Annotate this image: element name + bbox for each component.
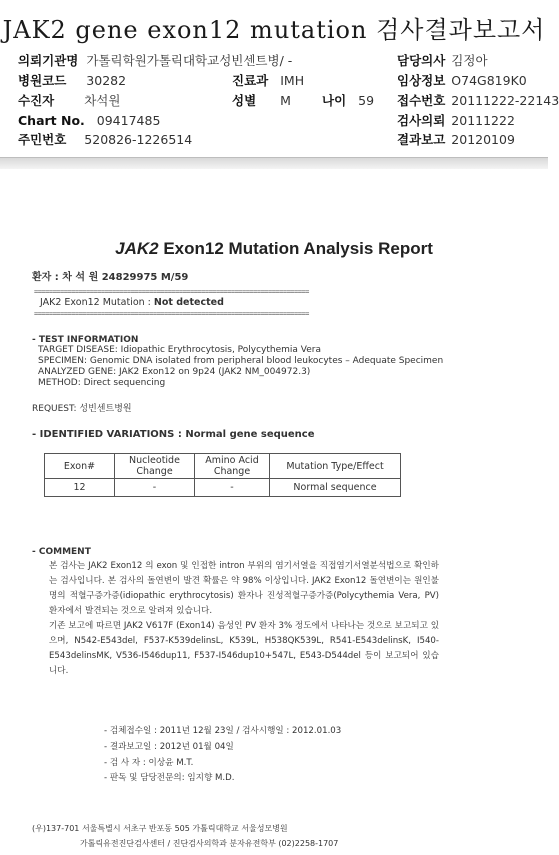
resident-row <box>18 131 192 148</box>
table-cell: Normal sequence <box>270 479 401 497</box>
reader-line: - 판독 및 담당전문의: 임지향 M.D. <box>104 773 235 783</box>
institution-label: 의뢰기관명 <box>18 53 79 68</box>
report-title-text: Exon12 Mutation Analysis Report <box>158 239 433 258</box>
dept-value: IMH <box>280 73 305 88</box>
center-line: 가톨릭유전진단검사센터 / 진단검사의학과 분자유전학부 (02)2258-1707 <box>80 839 339 848</box>
chart-value: 09417485 <box>96 113 161 128</box>
hospital-code-value: 30282 <box>86 73 127 88</box>
request-date-label: 검사의뢰 <box>397 113 446 128</box>
sex-label: 성별 <box>232 93 257 108</box>
request-date-value: 20111222 <box>451 113 515 128</box>
table-cell: - <box>115 479 195 497</box>
report-date-label: 결과보고 <box>397 132 446 147</box>
report-date-line: - 결과보고일 : 2012년 01월 04일 <box>104 742 234 752</box>
patient-line: 환자 : 차 석 원 24829975 M/59 <box>32 272 189 283</box>
table-cell: 12 <box>45 479 115 497</box>
table-row <box>45 479 401 497</box>
age-label: 나이 <box>322 93 347 108</box>
page-title: JAK2 gene exon12 mutation 검사결과보고서 <box>2 16 546 44</box>
sex-row <box>232 92 291 109</box>
hospital-code-row <box>18 72 126 89</box>
dept-row <box>232 72 304 89</box>
sex-value: M <box>280 93 291 108</box>
receipt-row <box>397 92 559 109</box>
comment-paragraph: 본 검사는 JAK2 Exon12 의 exon 및 인접한 intron 부위의 염기서열을 직접염기서열분석법으로 확인하는 검사입니다. 본 검사의 돌연변이 발견 확률은 약 98% 이상입니다. JAK2 Exon12 돌연변이는 원인불명의 적혈구증가증(idiopathic erythrocytosis) 환자나 진성적혈구증가증(Polycythemia Vera, PV) 환자에서 발견되는 것으로 알려져 있습니다. <box>49 561 439 616</box>
age-value: 59 <box>358 93 375 108</box>
clinical-row <box>397 72 527 89</box>
target-disease: TARGET DISEASE: Idiopathic Erythrocytosis, Polycythemia Vera <box>38 345 322 355</box>
hospital-code-label: 병원코드 <box>18 73 67 88</box>
request-date-row <box>397 112 515 129</box>
chart-label: Chart No. <box>18 113 85 128</box>
specimen: SPECIMEN: Genomic DNA isolated from peripheral blood leukocytes – Adequate Specimen <box>38 356 444 366</box>
result-line <box>40 297 224 309</box>
clinical-label: 임상정보 <box>397 73 446 88</box>
analysis-report <box>0 169 548 855</box>
table-header: Mutation Type/Effect <box>270 454 401 479</box>
result-value: Not detected <box>153 297 224 308</box>
age-row <box>322 92 374 109</box>
institution-value: 가톨릭학원가톨릭대학교성빈센트병/ - <box>86 53 293 68</box>
method: METHOD: Direct sequencing <box>38 378 166 388</box>
receipt-label: 접수번호 <box>397 93 446 108</box>
report-title-gene: JAK2 <box>115 239 159 258</box>
clinical-value: O74G819K0 <box>451 73 527 88</box>
variations-table <box>44 453 401 497</box>
table-cell: - <box>195 479 270 497</box>
table-header: Exon# <box>45 454 115 479</box>
receipt-value: 20111222-22143 <box>451 93 559 108</box>
chart-row <box>18 112 160 129</box>
comment-heading: - COMMENT <box>32 547 91 557</box>
patient-value: 차석원 <box>84 93 121 108</box>
resident-value: 520826-1226514 <box>84 132 193 147</box>
institution-row <box>18 52 292 69</box>
doctor-label: 담당의사 <box>397 53 446 68</box>
patient-label: 수진자 <box>18 93 55 108</box>
address-line: (우)137-701 서울특별시 서초구 반포동 505 가톨릭대학교 서울성모병원 <box>32 824 288 833</box>
doctor-row <box>397 52 488 69</box>
patient-row <box>18 92 120 109</box>
result-label: JAK2 Exon12 Mutation : <box>40 297 154 308</box>
analyzed-gene: ANALYZED GENE: JAK2 Exon12 on 9p24 (JAK2 NM_004972.3) <box>38 367 311 377</box>
table-header: Amino Acid Change <box>195 454 270 479</box>
receipt-date-line: - 검체접수일 : 2011년 12월 23일 / 검사시행일 : 2012.01.03 <box>104 726 342 736</box>
comment-body <box>49 559 439 679</box>
table-header-row <box>45 454 401 479</box>
tester-line: - 검 사 자 : 이상윤 M.T. <box>104 758 194 768</box>
resident-label: 주민번호 <box>18 132 67 147</box>
comment-paragraph: 기존 보고에 따르면 JAK2 V617F (Exon14) 음성인 PV 환자 3% 정도에서 나타나는 것으로 보고되고 있으며, N542-E543del, F537-K539delinsL, K539L, H538QK539L, R541-E543delinsK, I540-E543delinsMK, V536-I546dup11, F537-I546dup10+547L, E543-D544del 등이 보고되어 있습니다. <box>49 621 439 676</box>
report-date-value: 20120109 <box>451 132 515 147</box>
dept-label: 진료과 <box>232 73 269 88</box>
report-title <box>0 239 548 259</box>
report-date-row <box>397 131 515 148</box>
table-header: Nucleotide Change <box>115 454 195 479</box>
test-info-heading: - TEST INFORMATION <box>32 335 139 345</box>
variations-heading: - IDENTIFIED VARIATIONS : Normal gene sequence <box>32 429 315 440</box>
request: REQUEST: 성빈센트병원 <box>32 404 132 414</box>
separator-top: ========================================================================== <box>34 288 309 296</box>
doctor-value: 김정아 <box>451 53 488 68</box>
section-divider <box>0 157 548 169</box>
separator-bottom: ========================================================================== <box>34 310 309 318</box>
